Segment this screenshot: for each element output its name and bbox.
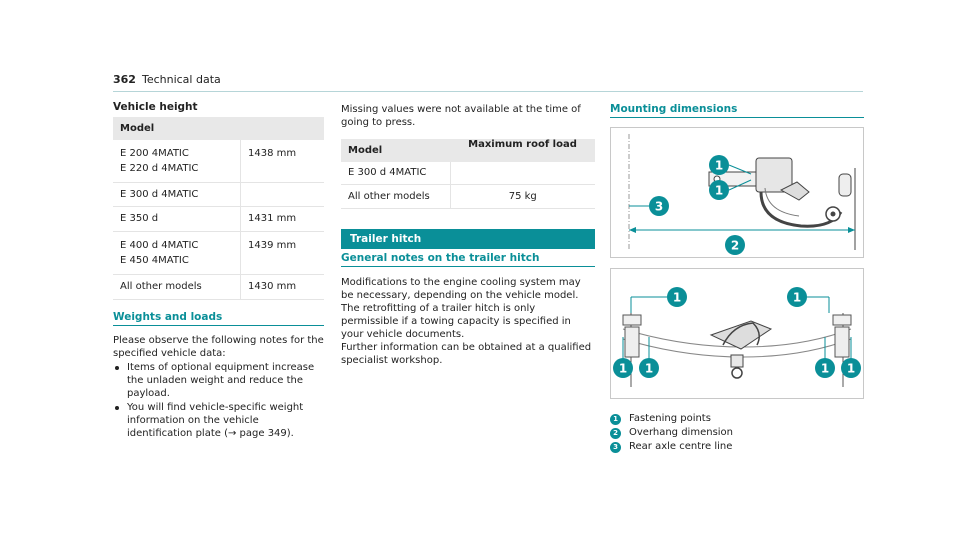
table-header-model: Model	[341, 139, 450, 162]
vehicle-height-heading: Vehicle height	[113, 101, 198, 113]
weights-bullets	[113, 361, 324, 441]
svg-text:1: 1	[618, 361, 628, 376]
table-row: E 350 d 1431 mm	[113, 207, 324, 232]
top-view-figure	[610, 268, 864, 399]
svg-text:1: 1	[714, 158, 724, 173]
svg-text:3: 3	[654, 199, 664, 214]
table-row: E 400 d 4MATIC E 450 4MATIC 1439 mm	[113, 232, 324, 275]
trailer-paragraph-1: Modifications to the engine cooling system may be necessary, depending on the vehicle model. The retrofitting of a trailer hitch is only permissible if a towing capacity is specified in your vehicle documents.	[341, 277, 581, 340]
svg-text:1: 1	[792, 290, 802, 305]
roof-load-note: Missing values were not available at the time of going to press.	[341, 104, 581, 128]
roof-load-table	[341, 139, 595, 209]
legend-item: 2 Overhang dimension	[610, 426, 733, 440]
list-item: Items of optional equipment increase the unladen weight and reduce the payload.	[113, 361, 324, 400]
trailer-hitch-bar: Trailer hitch	[341, 229, 595, 249]
table-row: All other models 1430 mm	[113, 275, 324, 300]
trailer-rule	[341, 266, 595, 267]
svg-text:1: 1	[714, 183, 724, 198]
trailer-hitch-subheading: General notes on the trailer hitch	[341, 252, 540, 264]
legend-item: 3 Rear axle centre line	[610, 440, 733, 454]
table-row: E 200 4MATIC E 220 d 4MATIC 1438 mm	[113, 140, 324, 183]
section-title: Technical data	[141, 73, 221, 86]
weights-heading: Weights and loads	[113, 311, 223, 323]
table-header-max-roof-load: Maximum roof load	[450, 139, 595, 162]
callout-number-icon: 1	[610, 414, 621, 425]
header-rule	[113, 91, 863, 92]
top-view-drawing	[611, 269, 863, 398]
table-row: All other models 75 kg	[341, 185, 595, 209]
side-view-figure	[610, 127, 864, 258]
list-item: You will find vehicle-specific weight information on the vehicle identification plate (→ page 349).	[113, 401, 324, 440]
vehicle-height-table	[113, 117, 324, 300]
page-header	[113, 73, 221, 86]
mounting-heading: Mounting dimensions	[610, 103, 738, 115]
weights-rule	[113, 325, 324, 326]
figure-legend	[610, 412, 733, 454]
callout-number-icon: 3	[610, 442, 621, 453]
page-number: 362	[113, 73, 136, 86]
svg-text:1: 1	[820, 361, 830, 376]
callout-number-icon: 2	[610, 428, 621, 439]
table-row: E 300 d 4MATIC	[341, 162, 595, 185]
table-row: E 300 d 4MATIC	[113, 183, 324, 207]
svg-text:2: 2	[730, 238, 740, 253]
trailer-paragraph-2: Further information can be obtained at a qualified specialist workshop.	[341, 342, 592, 366]
mounting-rule	[610, 117, 864, 118]
side-view-drawing	[611, 128, 863, 257]
legend-item: 1 Fastening points	[610, 412, 733, 426]
table-header-model: Model	[113, 117, 324, 140]
svg-text:1: 1	[644, 361, 654, 376]
svg-text:1: 1	[846, 361, 856, 376]
weights-intro: Please observe the following notes for the specified vehicle data:	[113, 335, 324, 359]
svg-text:1: 1	[672, 290, 682, 305]
